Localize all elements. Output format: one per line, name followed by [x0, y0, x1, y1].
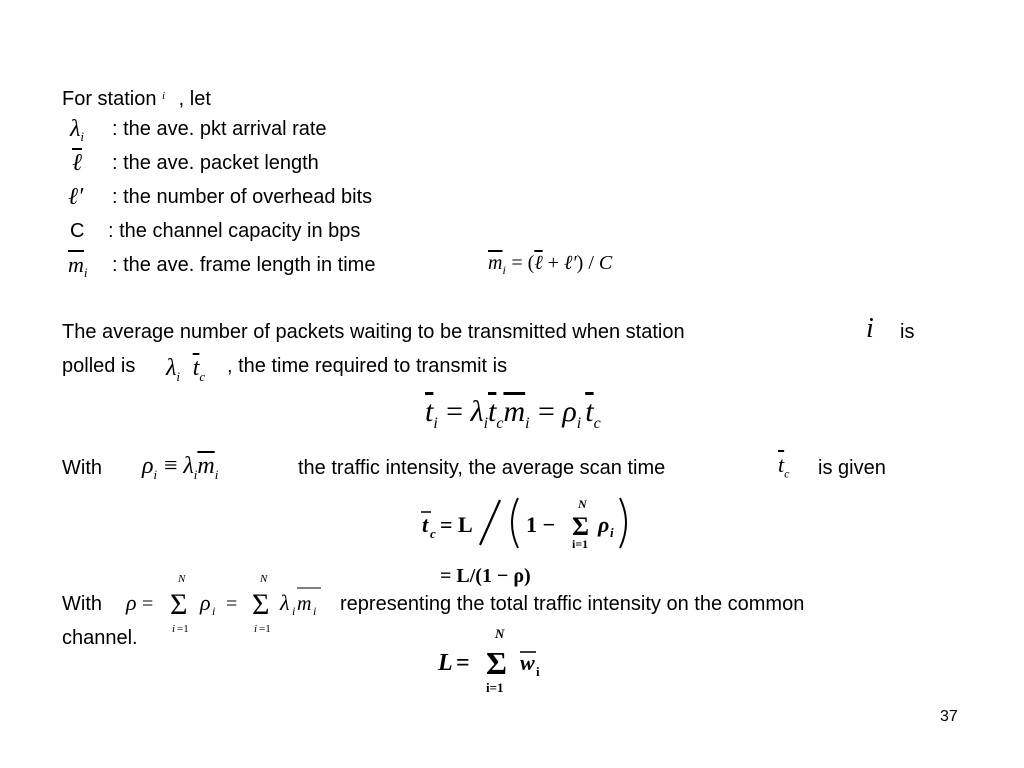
- svg-text:i: i: [172, 623, 176, 635]
- para1-line1-end: is: [900, 321, 915, 343]
- svg-text:= L: = L: [440, 512, 473, 537]
- def-lprime-symbol: ℓ′: [68, 184, 84, 210]
- para2-end: is given: [818, 457, 886, 479]
- def-lprime-text: : the number of overhead bits: [112, 186, 373, 208]
- svg-text:Σ: Σ: [486, 645, 507, 681]
- svg-text:Σ: Σ: [252, 588, 270, 621]
- para1-line2-prefix: polled is: [62, 355, 136, 377]
- svg-text:i: i: [313, 604, 317, 618]
- station-var: i: [162, 90, 166, 102]
- svg-text:i=1: i=1: [486, 680, 504, 695]
- svg-text:t: t: [422, 512, 429, 537]
- def-c-text: : the channel capacity in bps: [108, 220, 361, 242]
- svg-text:=: =: [226, 593, 238, 615]
- para1-line1: The average number of packets waiting to be transmitted when station: [62, 321, 685, 343]
- tc-equation: [412, 490, 642, 590]
- para1-station-var: i: [866, 313, 874, 344]
- def-lbar-symbol: ℓ: [72, 150, 82, 176]
- rho-total-equation: [124, 570, 324, 636]
- def-lambda-symbol: $\lambda_i$: [70, 116, 85, 144]
- svg-text:N: N: [495, 626, 505, 641]
- svg-text:m: m: [297, 593, 312, 615]
- svg-text:=: =: [456, 650, 470, 676]
- svg-text:=1: =1: [177, 623, 189, 635]
- svg-text:Σ: Σ: [572, 512, 589, 541]
- svg-text:ρ: ρ: [200, 590, 211, 615]
- svg-text:i: i: [292, 604, 296, 618]
- svg-text:w: w: [520, 650, 535, 675]
- svg-text:Σ: Σ: [170, 588, 188, 621]
- rho-definition: $\rho_i \equiv \lambda_i\overline{m}_i$: [142, 453, 219, 482]
- svg-text:λ: λ: [280, 590, 290, 615]
- svg-text:i=1: i=1: [572, 537, 589, 551]
- para3-line2: channel.: [62, 627, 138, 649]
- def-lambda-text: : the ave. pkt arrival rate: [112, 118, 327, 140]
- intro-prefix: For station: [62, 88, 157, 110]
- L-equation: [432, 624, 572, 704]
- para2-tc: $\overline{t}_c$: [778, 452, 790, 481]
- svg-text:L: L: [438, 650, 453, 676]
- svg-text:N: N: [260, 573, 268, 585]
- intro-line: [62, 84, 211, 111]
- svg-text:i: i: [212, 604, 216, 618]
- svg-text:i: i: [254, 623, 258, 635]
- svg-text:i: i: [536, 664, 540, 679]
- slide-number: 37: [940, 708, 958, 725]
- ti-equation: $\overline{t}_i = \lambda_i\overline{t}_c\overline{m}_i = \rho_i$ $\overline{t}_c$: [425, 395, 601, 432]
- def-lbar-text: : the ave. packet length: [112, 152, 319, 174]
- svg-text:N: N: [578, 497, 587, 511]
- para2-text: the traffic intensity, the average scan time: [298, 457, 666, 479]
- svg-text:= L/(1 − ρ): = L/(1 − ρ): [440, 565, 531, 587]
- para3-with: With: [62, 593, 102, 615]
- para1-line2-suffix: , the time required to transmit is: [227, 355, 508, 377]
- def-m-symbol: $\overline{m}_i$: [68, 252, 88, 280]
- svg-text:N: N: [178, 573, 186, 585]
- svg-text:=1: =1: [259, 623, 271, 635]
- svg-text:c: c: [430, 526, 436, 541]
- svg-text:i: i: [610, 525, 614, 540]
- para2-with: With: [62, 457, 102, 479]
- def-c-symbol: C: [70, 220, 85, 242]
- svg-text:ρ: ρ: [126, 590, 137, 615]
- lambda-tc-expr: $\lambda_i$ $\overline{t}_c$: [166, 355, 206, 384]
- para3-text: representing the total traffic intensity on the common: [340, 593, 805, 615]
- svg-text:1 −: 1 −: [526, 512, 556, 537]
- frame-equation: $\overline{m}_i$ = (ℓ + ℓ′) / C: [488, 252, 613, 277]
- def-m-text: : the ave. frame length in time: [112, 254, 376, 276]
- svg-text:ρ: ρ: [598, 512, 610, 537]
- intro-suffix: , let: [178, 88, 211, 110]
- svg-text:=: =: [142, 593, 154, 615]
